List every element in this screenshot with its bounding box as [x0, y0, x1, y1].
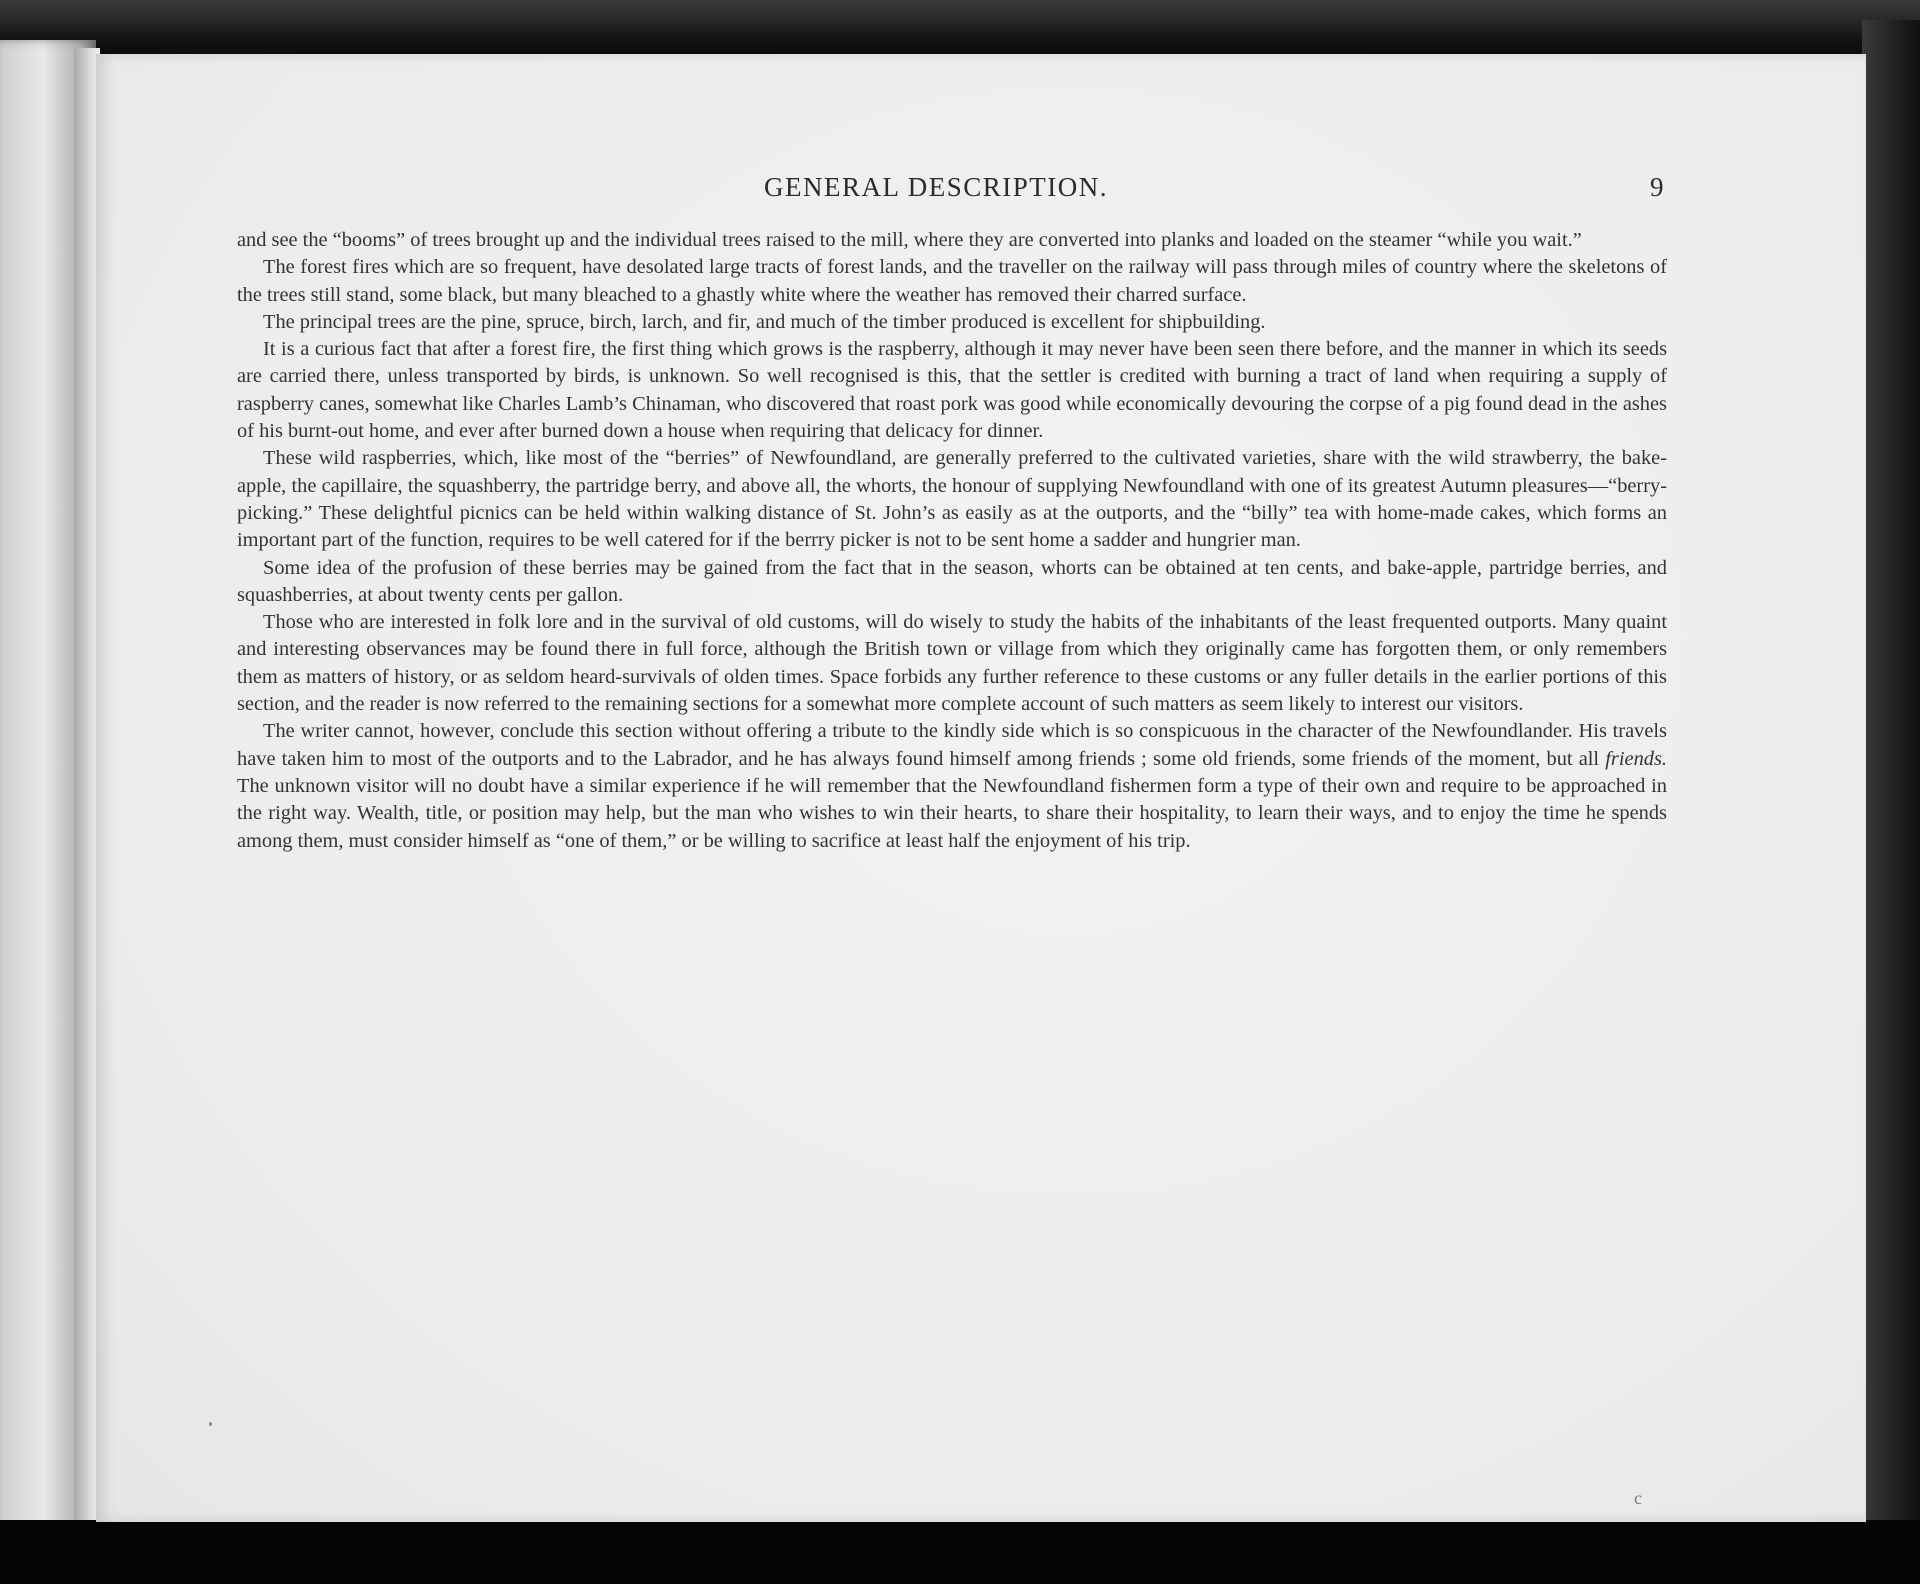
page-number: 9 [1650, 172, 1664, 202]
emphasis-friends: friends. [1605, 747, 1667, 770]
signature-mark: c [1634, 1488, 1642, 1508]
paragraph: Some idea of the profusion of these berries may be gained from the fact that in the season, whorts can be obtained at ten cents, and bake-apple, partridge berries, and squashberries, at about twenty cents per gallon. [237, 556, 1667, 606]
paragraph-final-end: The unknown visitor will no doubt have a similar experience if he will remember that the Newfoundland fishermen form a type of their own and require to be approached in the right way. Wealth, title, or position may help, but the man who wishes to win their hearts, to share their hospitality, to learn their ways, and to enjoy the time he spends among them, must consider himself as “one of them,” or be willing to sacrifice at least half the enjoyment of his trip. [237, 774, 1667, 852]
paragraph: It is a curious fact that after a forest fire, the first thing which grows is the raspberry, although it may never have been seen there before, and the manner in which its seeds are carried there, unless transported by birds, is unknown. So well recognised is this, that the settler is credited with burning a tract of land when requiring a supply of raspberry canes, somewhat like Charles Lamb’s Chinaman, who discovered that roast pork was good while economically devouring the corpse of a pig found dead in the ashes of his burnt-out home, and ever after burned down a house when requiring that delicacy for dinner. [237, 338, 1667, 443]
right-page-edge [1862, 20, 1920, 1560]
paragraph-final-start: The writer cannot, however, conclude this section without offering a tribute to the kindly side which is so conspicuous in the character of the Newfoundlander. His travels have taken him to most of the outports and to the Labrador, and he has always found himself among friends ; some old friends, some friends of the moment, but all [237, 720, 1667, 770]
running-head: GENERAL DESCRIPTION. [764, 172, 1108, 202]
paragraph: The forest fires which are so frequent, have desolated large tracts of forest lands, and the traveller on the railway will pass through miles of country where the skeletons of the trees still stand, some black, but many bleached to a ghastly white where the weather has removed their charred surface. [237, 256, 1667, 306]
paragraph: The principal trees are the pine, spruce, birch, larch, and fir, and much of the timber produced is excellent for shipbuilding. [263, 310, 1266, 333]
paragraph: These wild raspberries, which, like most of the “berries” of Newfoundland, are generally preferred to the cultivated varieties, share with the wild strawberry, the bake-apple, the capillaire, the squashberry, the partridge berry, and above all, the whorts, the honour of supplying Newfoundland with one of its greatest Autumn pleasures—“berry-picking.” These delightful picnics can be held within walking distance of St. John’s as easily as at the outports, and the “billy” tea with home-made cakes, which forms an important part of the function, requires to be well catered for if the berrry picker is not to be sent home a sadder and hungrier man. [237, 447, 1667, 552]
scan-speck [209, 1422, 212, 1426]
bottom-shadow [0, 1520, 1920, 1584]
paragraph-final [237, 718, 1667, 854]
top-binding-shadow [0, 0, 1920, 58]
paragraph: and see the “booms” of trees brought up and the individual trees raised to the mill, where they are converted into planks and loaded on the steamer “while you wait.” [237, 229, 1582, 251]
body-text [237, 227, 1667, 855]
paragraph: Those who are interested in folk lore and in the survival of old customs, will do wisely to study the habits of the inhabitants of the least frequented outports. Many quaint and interesting observances may be found there in full force, although the British town or village from which they originally came has forgotten them, or only remembers them as matters of history, or as seldom heard-survivals of olden times. Space forbids any further reference to these customs or any fuller details in the earlier portions of this section, and the reader is now referred to the remaining sections for a somewhat more complete account of such matters as seem likely to interest our visitors. [237, 611, 1667, 716]
